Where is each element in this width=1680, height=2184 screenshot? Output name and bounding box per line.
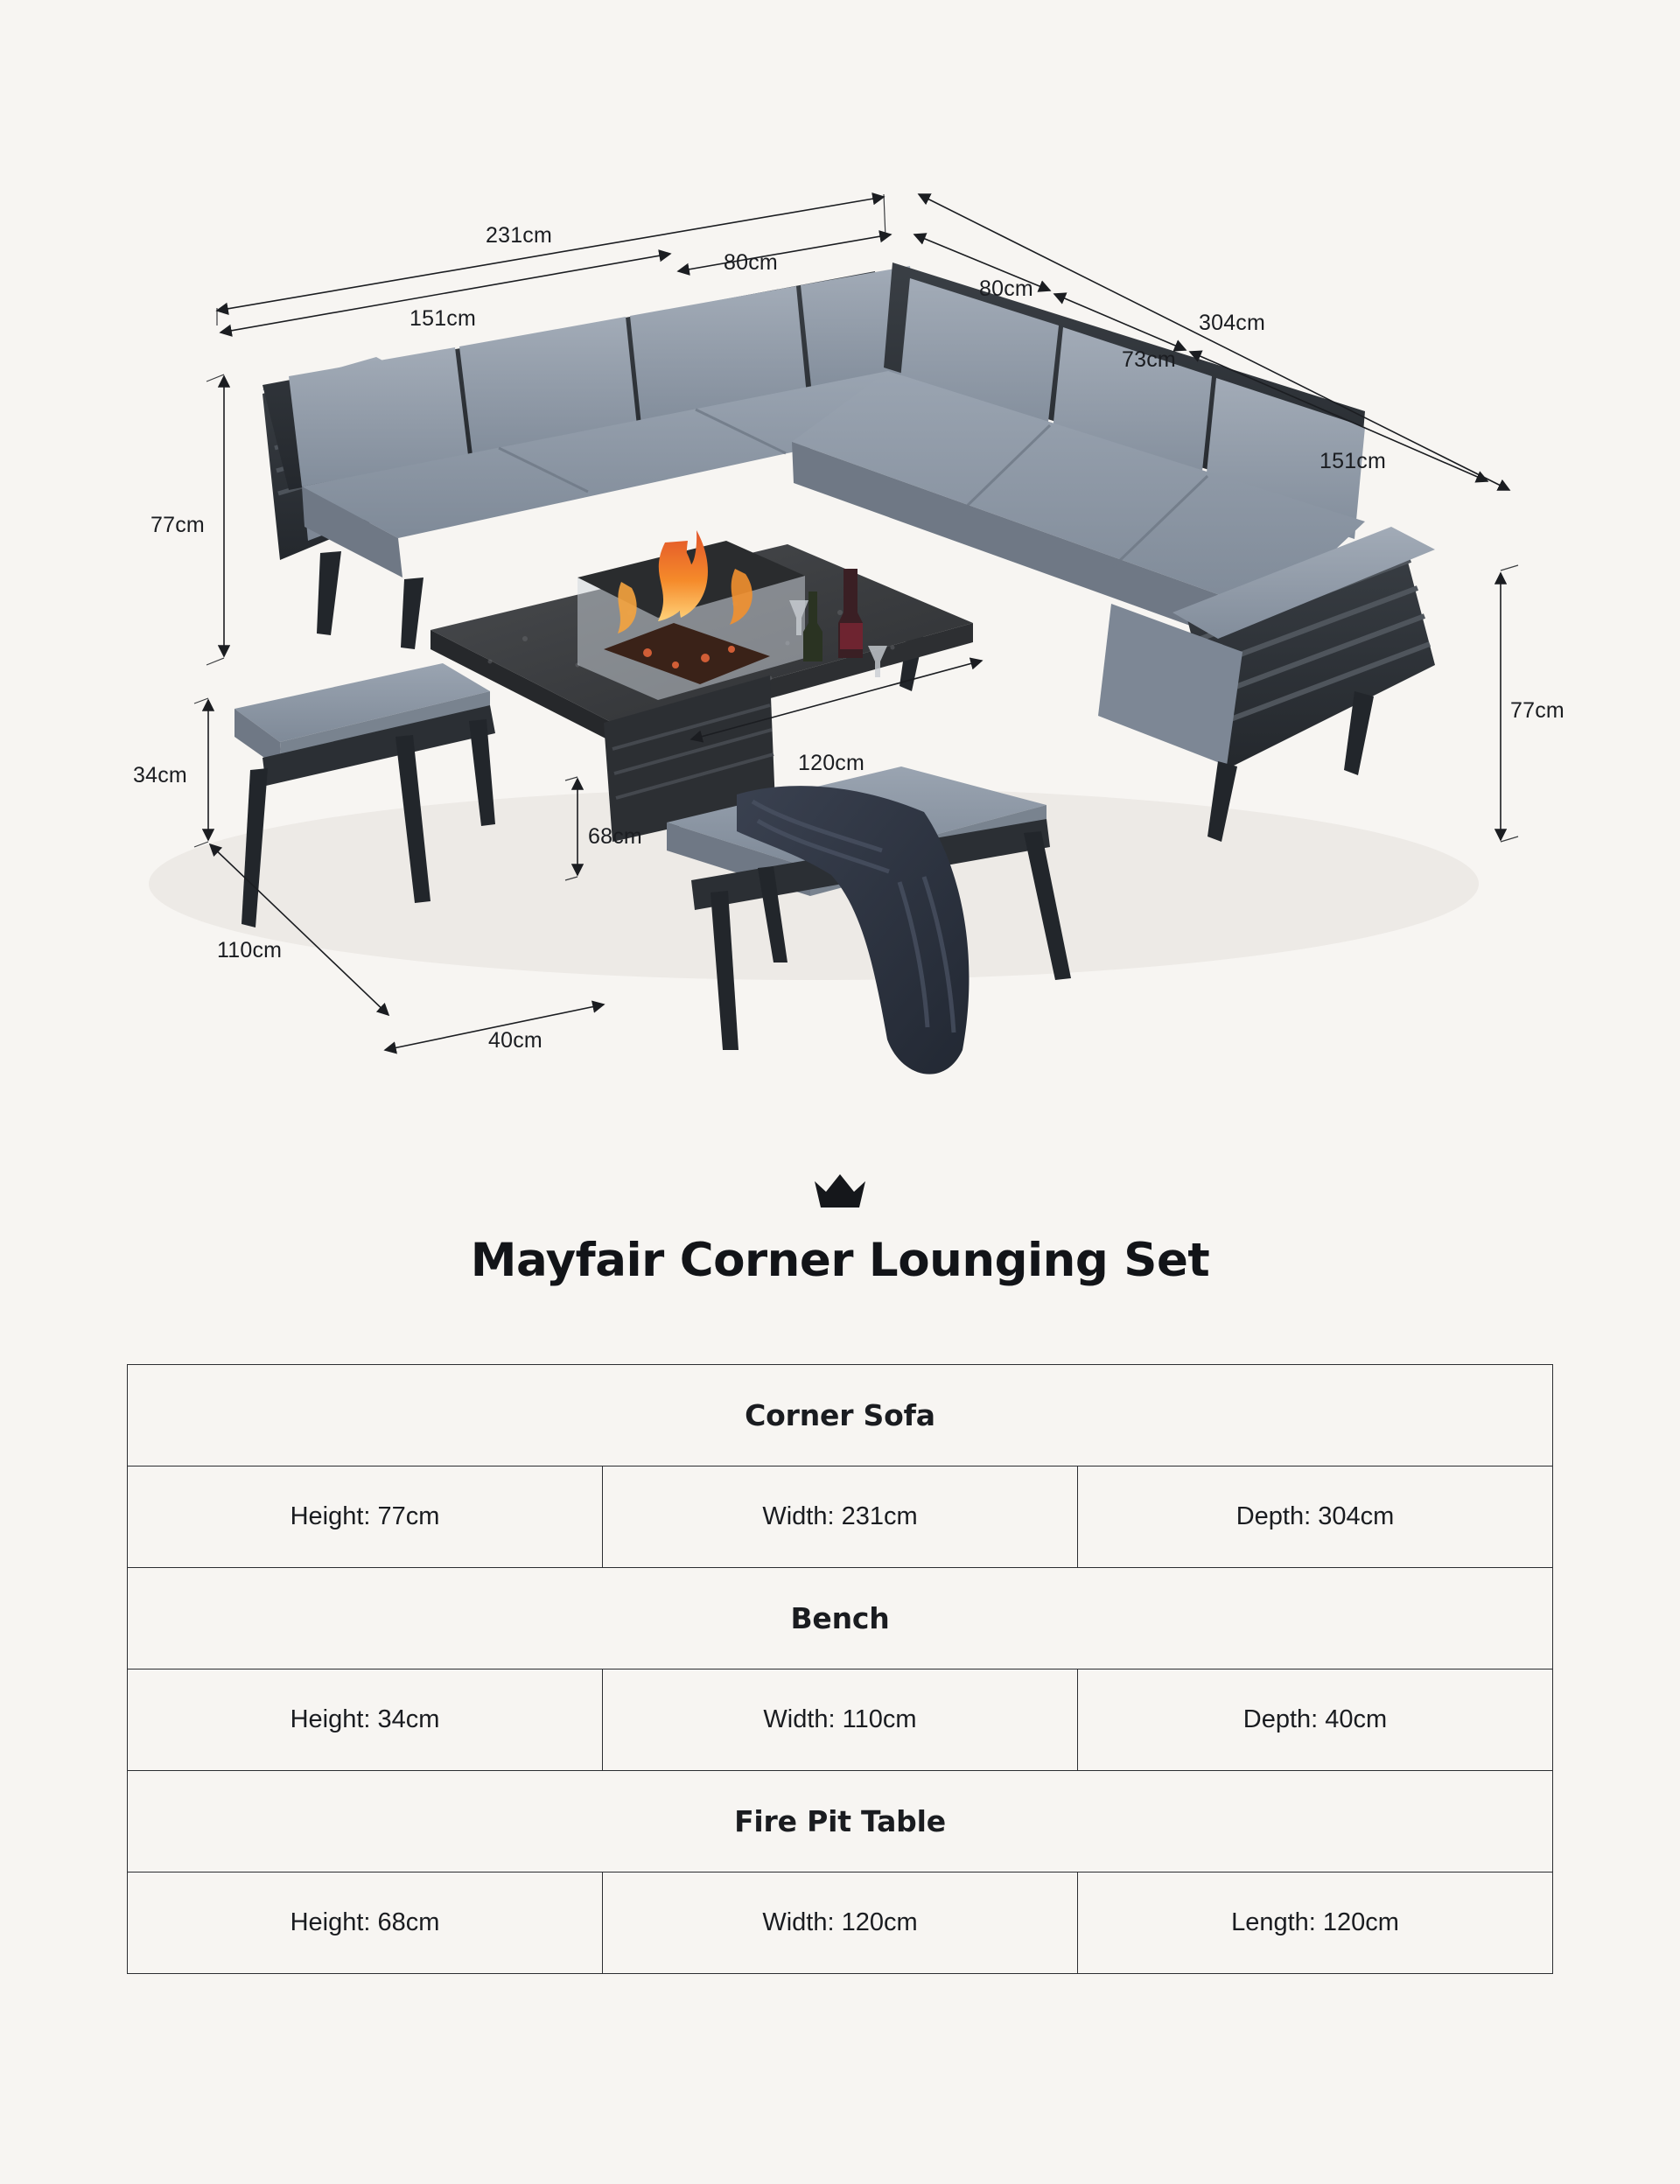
section-header-corner-sofa: Corner Sofa [128,1365,1553,1466]
table-row-bench-values [128,1670,1553,1771]
cell-bench-width: Width: 110cm [603,1670,1078,1771]
cell-bench-height: Height: 34cm [128,1670,603,1771]
dim-label-sofa-seat-151-right: 151cm [1320,449,1387,473]
crown-icon [811,1172,869,1211]
dim-label-table-height-68: 68cm [588,824,642,849]
cell-bench-depth: Depth: 40cm [1078,1670,1553,1771]
table-row-section-fire-pit-table [128,1771,1553,1872]
table-row-fire-pit-table-values [128,1872,1553,1974]
cell-corner-sofa-height: Height: 77cm [128,1466,603,1568]
title-block [0,1172,1680,1287]
dim-label-bench-width-110: 110cm [217,938,283,962]
section-header-bench: Bench [128,1568,1553,1670]
cell-fire-pit-length: Length: 120cm [1078,1872,1553,1974]
specification-table [127,1364,1553,1974]
dim-label-sofa-depth-304: 304cm [1199,311,1266,335]
dim-label-sofa-height-77-left: 77cm [150,513,205,537]
dim-label-table-width-120: 120cm [798,751,865,775]
page-title: Mayfair Corner Lounging Set [470,1234,1210,1287]
dim-label-bench-depth-40: 40cm [488,1028,542,1053]
cell-fire-pit-width: Width: 120cm [603,1872,1078,1974]
dim-label-sofa-height-77-right: 77cm [1510,698,1564,723]
table-row-section-corner-sofa [128,1365,1553,1466]
dim-label-sofa-seat-80-left: 80cm [724,250,778,275]
cell-corner-sofa-width: Width: 231cm [603,1466,1078,1568]
cell-corner-sofa-depth: Depth: 304cm [1078,1466,1553,1568]
table-row-section-bench [128,1568,1553,1670]
dim-label-bench-height-34: 34cm [133,763,187,788]
table-row-corner-sofa-values [128,1466,1553,1568]
dim-label-sofa-seat-151-left: 151cm [410,306,477,331]
cell-fire-pit-height: Height: 68cm [128,1872,603,1974]
dim-label-sofa-width-231: 231cm [486,223,553,248]
dim-label-sofa-seat-73: 73cm [1122,347,1176,372]
section-header-fire-pit-table: Fire Pit Table [128,1771,1553,1872]
dim-label-sofa-seat-80-right: 80cm [979,276,1033,301]
